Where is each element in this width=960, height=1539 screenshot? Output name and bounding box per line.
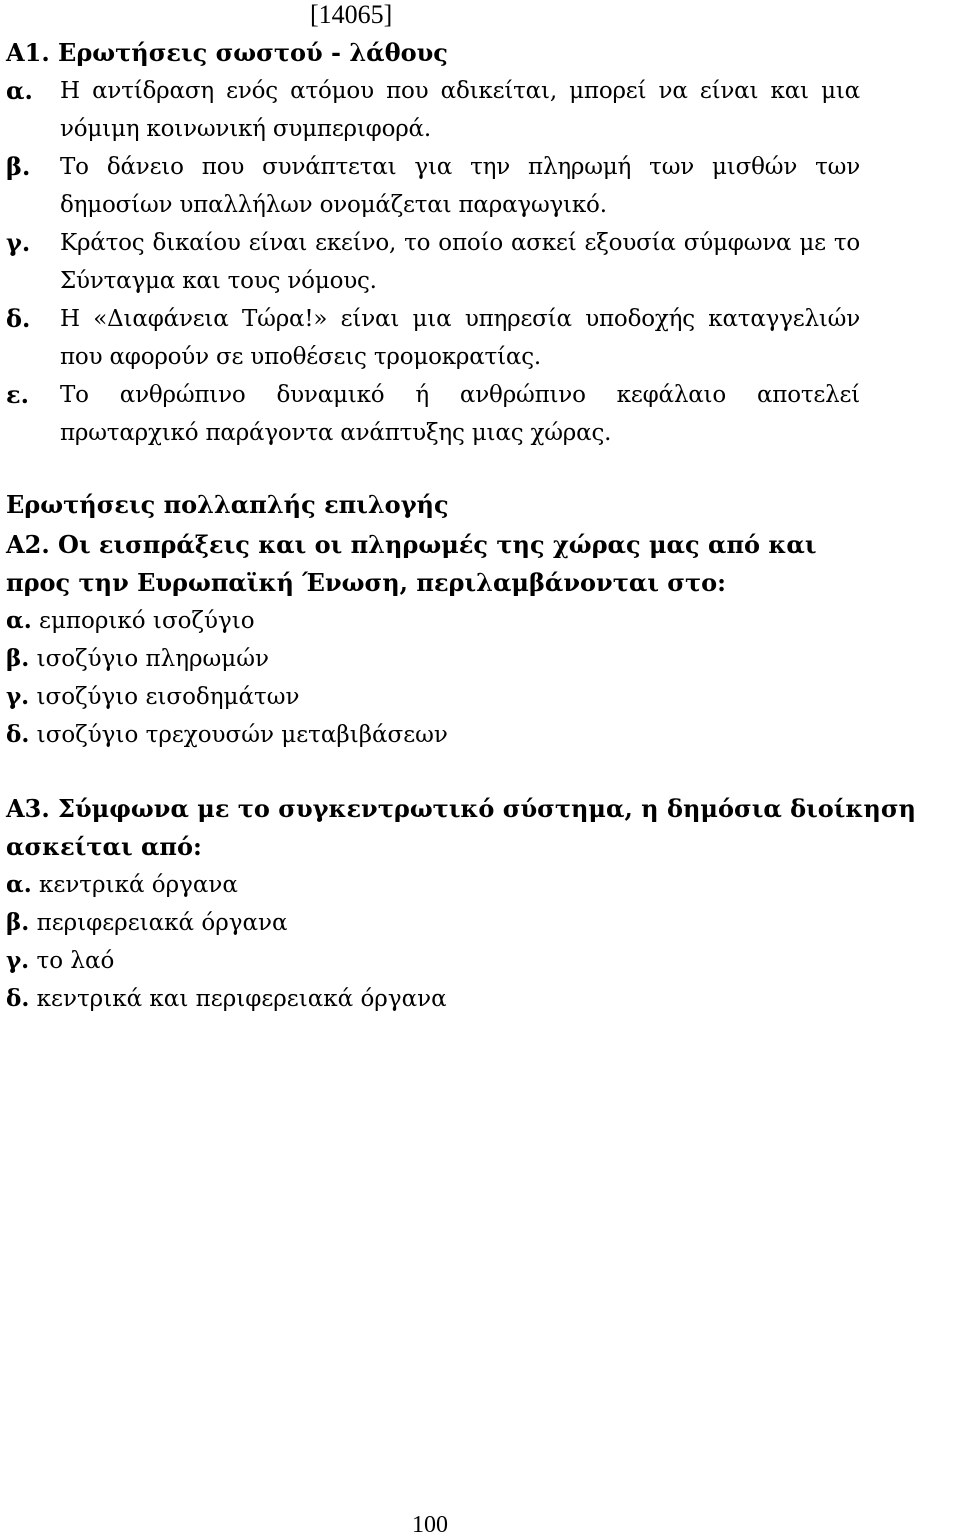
question-a2: Α2. Οι εισπράξεις και οι πληρωμές της χώρας μας από και προς την Ευρωπαϊκή Ένωση, περιλαμβάνονται στο:	[6, 530, 817, 597]
a3-option-d	[6, 980, 447, 1018]
item-label: γ.	[6, 228, 31, 257]
item-text: Το δάνειο που συνάπτεται για την πληρωμή των μισθών των δημοσίων υπαλλήλων ονομάζεται παραγωγικό.	[60, 154, 860, 218]
tf-item-b	[6, 148, 860, 224]
item-text: Η «Διαφάνεια Τώρα!» είναι μια υπηρεσία υποδοχής καταγγελιών που αφορούν σε υποθέσεις τρομοκρατίας.	[60, 306, 860, 370]
option-text: κεντρικά και περιφερειακά όργανα	[36, 986, 447, 1012]
option-text: κεντρικά όργανα	[39, 872, 238, 898]
option-text: ισοζύγιο πληρωμών	[36, 646, 269, 672]
option-label: β.	[6, 645, 30, 672]
page-number: 100	[412, 1512, 448, 1538]
tf-item-c	[6, 224, 860, 300]
option-label: γ.	[6, 683, 30, 710]
option-text: ισοζύγιο τρεχουσών μεταβιβάσεων	[36, 722, 448, 748]
a2-option-d	[6, 716, 448, 754]
option-text: εμπορικό ισοζύγιο	[39, 608, 255, 634]
option-label: γ.	[6, 947, 30, 974]
a2-option-b	[6, 640, 269, 678]
item-label: α.	[6, 76, 33, 105]
option-label: δ.	[6, 721, 30, 748]
option-text: περιφερειακά όργανα	[36, 910, 288, 936]
option-label: α.	[6, 871, 32, 898]
option-label: δ.	[6, 985, 30, 1012]
option-label: β.	[6, 909, 30, 936]
tf-item-a	[6, 72, 860, 148]
question-code: [14065]	[310, 0, 393, 29]
a3-option-a	[6, 866, 238, 904]
option-label: α.	[6, 607, 32, 634]
option-text: το λαό	[36, 948, 115, 974]
section-mc-title: Ερωτήσεις πολλαπλής επιλογής	[6, 490, 449, 519]
item-label: ε.	[6, 380, 29, 409]
question-a3: Α3. Σύμφωνα με το συγκεντρωτικό σύστημα, η δημόσια διοίκηση ασκείται από:	[6, 794, 916, 861]
item-label: β.	[6, 152, 31, 181]
option-text: ισοζύγιο εισοδημάτων	[36, 684, 300, 710]
tf-item-e	[6, 376, 860, 452]
tf-item-d	[6, 300, 860, 376]
a3-option-b	[6, 904, 288, 942]
section-a1-title: Α1. Ερωτήσεις σωστού - λάθους	[6, 38, 448, 67]
a2-option-c	[6, 678, 300, 716]
a3-option-c	[6, 942, 114, 980]
a2-option-a	[6, 602, 255, 640]
item-text: Η αντίδραση ενός ατόμου που αδικείται, μπορεί να είναι και μια νόμιμη κοινωνική συμπεριφορά.	[60, 78, 860, 142]
item-text: Το ανθρώπινο δυναμικό ή ανθρώπινο κεφάλαιο αποτελεί πρωταρχικό παράγοντα ανάπτυξης μιας χώρας.	[60, 382, 860, 446]
item-text: Κράτος δικαίου είναι εκείνο, το οποίο ασκεί εξουσία σύμφωνα με το Σύνταγμα και τους νόμους.	[60, 230, 860, 294]
item-label: δ.	[6, 304, 31, 333]
